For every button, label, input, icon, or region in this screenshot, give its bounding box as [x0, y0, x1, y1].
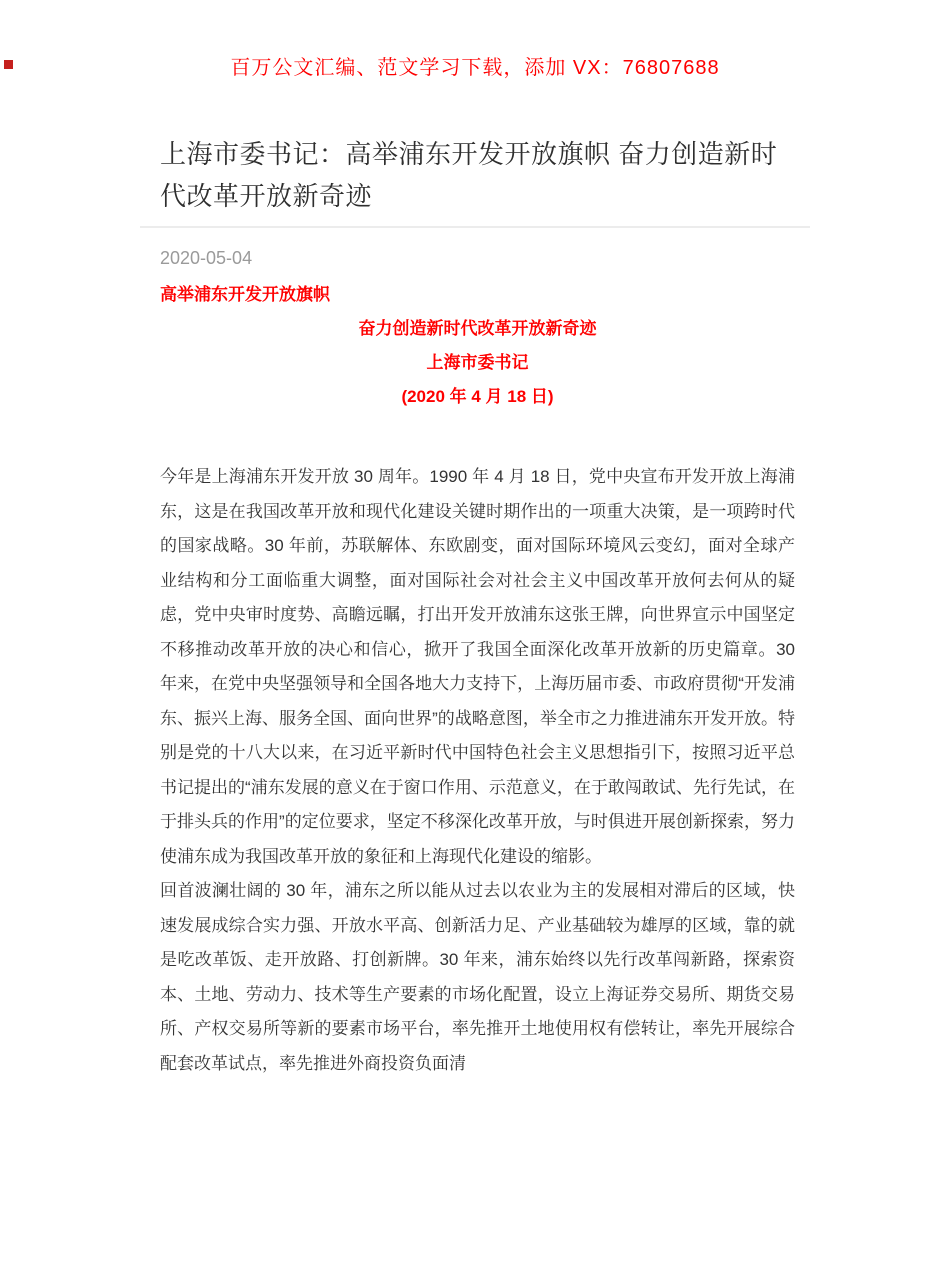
heading-slogan-line-2: 奋力创造新时代改革开放新奇迹: [358, 319, 597, 338]
article: [140, 133, 810, 1081]
paragraph: 今年是上海浦东开发开放 30 周年。1990 年 4 月 18 日，党中央宣布开发开放上海浦东，这是在我国改革开放和现代化建设关键时期作出的一项重大决策，是一项跨时代的国家战略。30 年前，苏联解体、东欧剧变，面对国际环境风云变幻，面对全球产业结构和分工面临重大调整，面对国际社会对社会主义中国改革开放何去何从的疑虑，党中央审时度势、高瞻远瞩，打出开发开放浦东这张王牌，向世界宣示中国坚定不移推动改革开放的决心和信心，掀开了我国全面深化改革开放新的历史篇章。30 年来，在党中央坚强领导和全国各地大力支持下，上海历届市委、市政府贯彻“开发浦东、振兴上海、服务全国、面向世界”的战略意图，举全市之力推进浦东开发开放。特别是党的十八大以来，在习近平新时代中国特色社会主义思想指引下，按照习近平总书记提出的“浦东发展的意义在于窗口作用、示范意义，在于敢闯敢试、先行先试，在于排头兵的作用”的定位要求，坚定不移深化改革开放，与时俱进开展创新探索，努力使浦东成为我国改革开放的象征和上海现代化建设的缩影。: [160, 467, 795, 866]
title-divider: [140, 226, 810, 228]
heading-author: 上海市委书记: [426, 353, 529, 372]
document-heading: [160, 278, 795, 414]
heading-slogan-line-1: 高举浦东开发开放旗帜: [160, 285, 330, 304]
promo-banner: 百万公文汇编、范文学习下载，添加 VX：76807688: [230, 57, 720, 79]
publish-date: 2020-05-04: [160, 248, 253, 268]
page-title: 上海市委书记：高举浦东开发开放旗帜 奋力创造新时代改革开放新奇迹: [160, 139, 778, 211]
article-body: [160, 460, 795, 1081]
corner-marker: [4, 60, 13, 69]
paragraph: 回首波澜壮阔的 30 年，浦东之所以能从过去以农业为主的发展相对滞后的区域，快速发展成综合实力强、开放水平高、创新活力足、产业基础较为雄厚的区域，靠的就是吃改革饭、走开放路、打创新牌。30 年来，浦东始终以先行改革闯新路，探索资本、土地、劳动力、技术等生产要素的市场化配置，设立上海证券交易所、期货交易所、产权交易所等新的要素市场平台，率先推开土地使用权有偿转让，率先开展综合配套改革试点，率先推进外商投资负面清: [160, 881, 795, 1073]
heading-speech-date: (2020 年 4 月 18 日): [401, 387, 554, 406]
